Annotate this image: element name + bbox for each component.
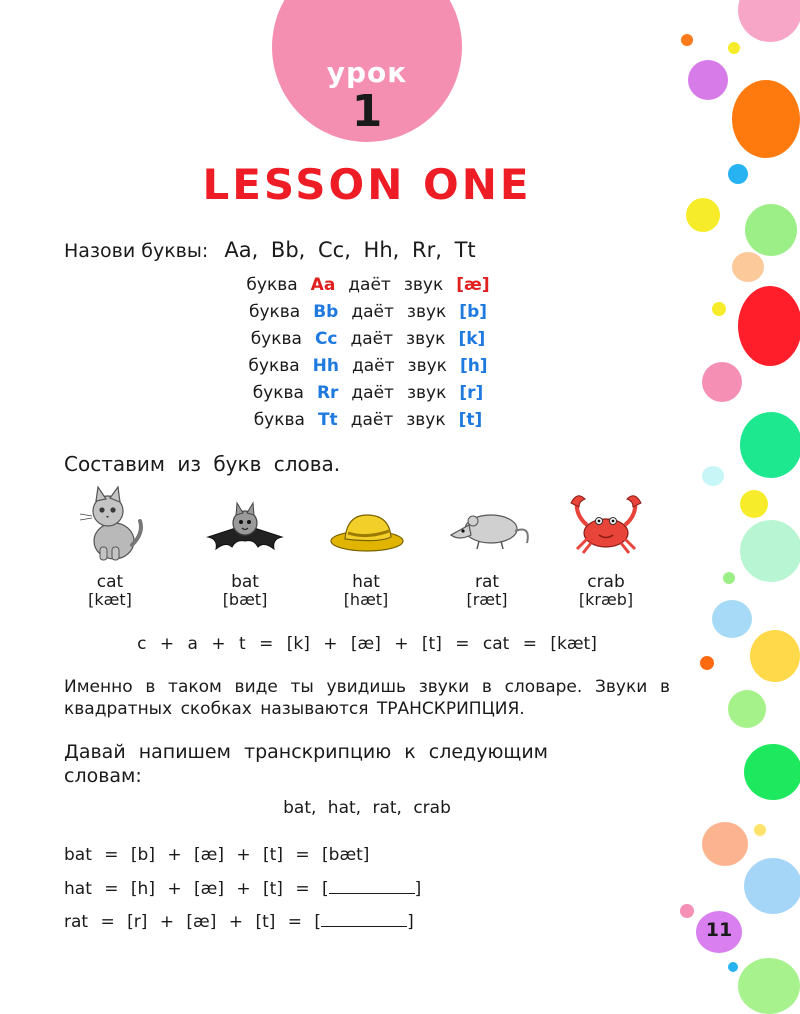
cat-icon	[70, 485, 150, 563]
picture-card-rat	[437, 485, 537, 609]
rule-row	[228, 407, 508, 434]
equation-rat	[64, 910, 414, 932]
rule-letter: Hh	[312, 356, 339, 376]
picture-word: bat	[231, 572, 259, 592]
equation-text: hat = [h] + [æ] + [t] = [	[64, 879, 329, 899]
hat-icon	[321, 485, 411, 563]
rule-sound: [r]	[459, 383, 484, 403]
rule-prefix: буква	[250, 329, 302, 349]
equation-text: bat = [b] + [æ] + [t] = [bæt]	[64, 845, 370, 865]
rule-prefix: буква	[252, 383, 304, 403]
rule-sound: [b]	[459, 302, 488, 322]
rule-sound: [k]	[458, 329, 486, 349]
decor-dot	[738, 286, 800, 366]
rule-sound: [æ]	[456, 275, 490, 295]
decor-dot	[700, 656, 714, 670]
decor-dot	[745, 204, 797, 256]
example-formula: c + a + t = [k] + [æ] + [t] = cat = [kæt]	[137, 634, 597, 654]
task-heading: Давай напишем транскрипцию к следующим словам:	[64, 741, 549, 787]
picture-card-bat	[195, 485, 295, 609]
rule-prefix: буква	[248, 302, 301, 322]
decor-dot	[728, 164, 748, 184]
rule-row	[228, 353, 508, 380]
rule-row	[228, 272, 508, 299]
picture-word: hat	[352, 572, 380, 592]
rule-noun: звук	[403, 275, 444, 295]
decor-dot	[688, 60, 728, 100]
picture-transcription: [bæt]	[222, 590, 268, 609]
rule-prefix: буква	[248, 356, 300, 376]
decor-dot	[728, 42, 740, 54]
bat-icon	[200, 485, 290, 563]
rule-prefix: буква	[253, 410, 305, 430]
picture-word: rat	[474, 572, 500, 592]
equation-bat	[64, 845, 369, 865]
decor-dot	[723, 572, 735, 584]
equation-text: rat = [r] + [æ] + [t] = [	[64, 912, 322, 932]
rule-noun: звук	[406, 329, 446, 349]
word-list: bat, hat, rat, crab	[283, 798, 451, 818]
picture-card-cat	[60, 485, 160, 609]
compose-heading: Составим из букв слова.	[64, 452, 341, 476]
decor-dot	[702, 822, 748, 866]
rule-letter: Tt	[317, 410, 338, 430]
rat-icon	[439, 485, 535, 563]
intro-prompt: Назови буквы:	[64, 240, 209, 262]
rule-noun: звук	[406, 383, 447, 403]
page-number: 11	[705, 919, 733, 941]
decor-dot	[686, 198, 720, 232]
lesson-number: 1	[351, 86, 383, 137]
decor-dot	[712, 302, 726, 316]
intro-line	[64, 238, 476, 262]
rule-verb: даёт	[348, 275, 391, 295]
equation-hat	[64, 877, 421, 899]
rule-letter: Rr	[316, 383, 339, 403]
decor-dot	[728, 690, 766, 728]
decor-dot	[740, 490, 768, 518]
picture-transcription: [ræt]	[466, 590, 508, 609]
crab-icon	[561, 485, 651, 563]
decor-dot	[702, 362, 742, 402]
decor-dot	[702, 466, 724, 486]
decor-dot	[712, 600, 752, 638]
bracket-close: ]	[414, 879, 422, 899]
rule-verb: даёт	[350, 329, 394, 349]
decor-dot	[732, 252, 764, 282]
rule-letter: Aa	[310, 275, 336, 295]
picture-word: cat	[96, 572, 124, 592]
picture-card-crab	[556, 485, 656, 609]
explanation-paragraph: Именно в таком виде ты увидишь звуки в словаре. Звуки в квадратных скобках называются ТРАНСКРИПЦИЯ.	[64, 677, 670, 719]
rule-noun: звук	[407, 356, 447, 376]
rule-verb: даёт	[350, 410, 394, 430]
decor-dot	[680, 904, 694, 918]
decor-dot	[754, 824, 766, 836]
decor-dot	[728, 962, 738, 972]
picture-card-hat	[316, 485, 416, 609]
bracket-close: ]	[407, 912, 414, 932]
rule-verb: даёт	[351, 302, 394, 322]
rule-sound: [h]	[459, 356, 488, 376]
intro-letters: Aa, Bb, Cc, Hh, Rr, Tt	[224, 238, 476, 262]
rule-prefix: буква	[246, 275, 298, 295]
rule-row	[228, 326, 508, 353]
picture-word: crab	[587, 572, 625, 592]
picture-transcription: [hæt]	[343, 590, 389, 609]
rule-noun: звук	[406, 410, 446, 430]
rule-sound: [t]	[458, 410, 483, 430]
page-title: LESSON ONE	[202, 160, 532, 209]
decor-dot	[681, 34, 693, 46]
decor-dot	[744, 744, 800, 800]
picture-row	[80, 485, 680, 615]
decor-dot	[744, 858, 800, 914]
picture-transcription: [kræb]	[578, 590, 634, 609]
decor-dot	[740, 412, 800, 478]
lesson-label: урок	[326, 56, 408, 89]
rule-row	[228, 380, 508, 407]
picture-transcription: [kæt]	[88, 590, 132, 609]
rule-letter: Bb	[313, 302, 339, 322]
decor-dot	[738, 0, 800, 42]
answer-blank[interactable]	[321, 910, 407, 927]
decor-dot	[732, 80, 800, 158]
rule-row	[228, 299, 508, 326]
decor-dot	[740, 520, 800, 582]
rule-letter: Cc	[314, 329, 338, 349]
rule-verb: даёт	[352, 356, 395, 376]
answer-blank[interactable]	[329, 877, 415, 894]
decor-dot	[738, 958, 800, 1014]
letter-sound-list	[228, 272, 508, 434]
rule-verb: даёт	[351, 383, 394, 403]
decor-dot	[750, 630, 800, 682]
rule-noun: звук	[406, 302, 447, 322]
